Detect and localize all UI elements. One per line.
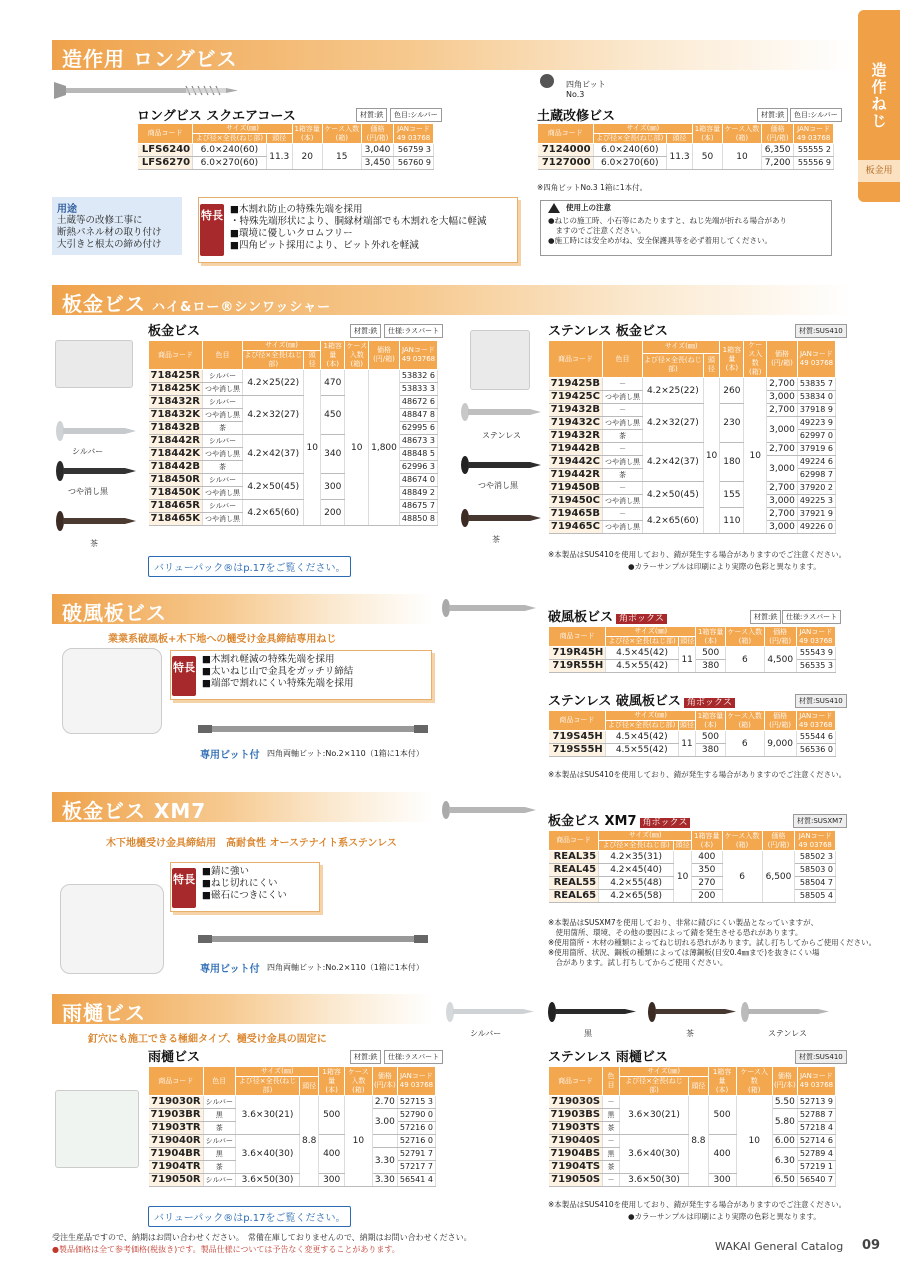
table-row: 718442R シルバー 4.2×42(37) 340 48673 3 xyxy=(149,435,438,448)
caption-brown: 茶 xyxy=(90,539,98,548)
double-bit-image xyxy=(198,722,428,736)
color-badge: 色目:シルバー xyxy=(390,108,442,122)
side-tab-label: 造作ねじ xyxy=(871,61,887,130)
product-title-sus-hafu: ステンレス 破風板ビス 角ボックス xyxy=(548,690,735,709)
product-title-amadoi: 雨樋ビス xyxy=(148,1050,201,1065)
spec-table-sus-amadoi: 商品コード 色目 サイズ(㎜) 1箱容量 (本) ケース入数 (箱) 価格 (円/本) JANコード 49 03768 よび径×全長(ねじ部) 頭径 719030S － 3.6×30(21) 8.8 500 10 5.50 52713 9 71903BS 黒 5.80 52788 7 71903TS 茶 57218 4 719040S － 3.6×40(30) 400 6.00 52714 6 71904BS 黒 6.30 52789 4 71904TS 茶 57219 1 719050S － 3.6×50(30) 300 6.50 56540 7 xyxy=(548,1066,836,1187)
caption-brown: 茶 xyxy=(686,1029,694,1038)
th-jan: JANコード 49 03768 xyxy=(394,124,434,144)
spec-table-sus-bankin: 商品コード 色目 サイズ(㎜) 1箱容量 (本) ケース入数 (箱) 価格 (円/箱) JANコード 49 03768 よび径×全長(ねじ部) 頭径 719425B － 4.2×25(22) 10 260 10 2,700 53835 7 719425C つや消し黒 3,000 53834 0 719432B － 4.2×32(27) 230 2,700 37918 9 719432C つや消し黒 3,000 49223 9 719432R 茶 62997 0 719442B － 4.2×42(37) 180 2,700 37919 6 719442C つや消し黒 3,000 49224 6 719442R 茶 62998 7 719450B － 4.2×50(45) 155 2,700 37920 2 719450C つや消し黒 3,000 49225 3 719465B － 4.2×65(60) 110 2,700 37921 9 719465C つや消し黒 3,000 49226 0 xyxy=(548,340,836,534)
bit-note: ※四角ビットNo.3 1箱に1本付。 xyxy=(537,183,648,192)
footer-line-2: ●製品価格は全て参考価格(税抜き)です。製品仕様については予告なく変更することがあります。 xyxy=(52,1245,400,1254)
section-header-bankin xyxy=(52,285,852,315)
th-case: ケース入数 (箱) xyxy=(322,124,361,144)
table-row: 719442B － 4.2×42(37) 180 2,700 37919 6 xyxy=(549,443,836,456)
table-row: 71904TS 茶 57219 1 xyxy=(549,1161,836,1174)
feature-tag: 特長 xyxy=(172,656,196,696)
box-tag: 角ボックス xyxy=(684,698,735,708)
table-row: 71903BR 黒 3.00 52790 0 xyxy=(149,1109,436,1122)
th-qty: 1箱容量 (本) xyxy=(292,124,322,144)
table-row: 718442B 茶 62996 3 xyxy=(149,461,438,474)
section-title: 板金ビス xyxy=(62,292,146,316)
caption-silver: シルバー xyxy=(470,1029,502,1038)
table-row: 71903BS 黒 5.80 52788 7 xyxy=(549,1109,836,1122)
screw-colors-image xyxy=(440,998,840,1026)
section-title: 雨樋ビス xyxy=(62,1001,146,1025)
table-row: 7127000 6.0×270(60) 7,200 55556 9 xyxy=(538,157,834,170)
table-row: 718425R シルバー 4.2×25(22) 10 470 10 1,800 53832 6 xyxy=(149,370,438,383)
caption-stainless: ステンレス xyxy=(768,1029,807,1038)
color-badge: 色目:シルバー xyxy=(790,108,842,122)
spec-table-sus-hafu: 商品コード サイズ(㎜) 1箱容量 (本) ケース入数 (箱) 価格 (円/箱) JANコード 49 03768 よび径×全長(ねじ部) 頭径 719S45H 4.5×45(42) 11 500 6 9,000 55544 6 719S55H 4.5×55(42) 380 56536 0 xyxy=(548,710,836,757)
table-row: 71904BR 黒 3.30 52791 7 xyxy=(149,1148,436,1161)
warning-icon xyxy=(548,203,560,213)
product-title-bankin: 板金ビス xyxy=(148,324,201,339)
section-title: 破風板ビス xyxy=(62,601,167,625)
caption-brown: 茶 xyxy=(492,535,500,544)
table-row: REAL65 4.2×65(58) 200 58505 4 xyxy=(549,890,836,903)
table-row: 719442C つや消し黒 3,000 49224 6 xyxy=(549,456,836,469)
table-row: 719030R シルバー 3.6×30(21) 8.8 500 10 2.70 52715 3 xyxy=(149,1096,436,1109)
bit-note: 四角両軸ビット:No.2×110（1箱に1本付） xyxy=(267,749,424,758)
table-row: 718465K つや消し黒 48850 8 xyxy=(149,513,438,526)
table-row: 718432K つや消し黒 48847 8 xyxy=(149,409,438,422)
section-title: 造作用 ロングビス xyxy=(62,47,238,71)
th-size: サイズ(㎜) xyxy=(193,124,293,134)
table-row: REAL45 4.2×45(40) 350 58503 0 xyxy=(549,864,836,877)
footer-line-1: 受注生産品ですので、納期はお問い合わせください。 常備在庫しておりませんので、納期はお問い合わせください。 xyxy=(52,1233,472,1242)
feature-tag: 特長 xyxy=(172,868,196,908)
value-pack-link[interactable]: バリューパック®はp.17をご覧ください。 xyxy=(148,1206,351,1227)
screw-silver-image xyxy=(48,420,138,442)
table-row: 71903TS 茶 57218 4 xyxy=(549,1122,836,1135)
material-badge: 材質:鉄 xyxy=(757,108,788,122)
section-header-xm7 xyxy=(52,792,432,822)
product-title-sus-bankin: ステンレス 板金ビス xyxy=(548,324,668,339)
table-row: 718465R シルバー 4.2×65(60) 200 48675 7 xyxy=(149,500,438,513)
product-box-image xyxy=(55,340,133,388)
table-row: 719R55H 4.5×55(42) 380 56535 3 xyxy=(549,660,836,673)
screw-hafu-image xyxy=(438,598,538,618)
table-row: 719450B － 4.2×50(45) 155 2,700 37920 2 xyxy=(549,482,836,495)
material-badge: 材質:鉄 xyxy=(356,108,387,122)
bit-included-label: 専用ビット付 xyxy=(200,964,260,975)
table-row: 718425K つや消し黒 53833 3 xyxy=(149,383,438,396)
note-sus410: ※本製品はSUS410を使用しており、錆が発生する場合がありますのでご注意ください。 xyxy=(548,770,847,779)
caption-silver: シルバー xyxy=(72,447,104,456)
table-row: 718442K つや消し黒 48848 5 xyxy=(149,448,438,461)
product-title-dozo: 土蔵改修ビス xyxy=(537,109,616,124)
spec-badge: 仕様:ラスパート xyxy=(384,324,443,338)
feature-text: ■錆に強い ■ねじ切れにくい ■磁石につきにくい xyxy=(202,866,287,901)
th-price: 価格 (円/箱) xyxy=(361,124,393,144)
screw-brown-image xyxy=(48,510,138,532)
spec-table-xm7: 商品コード サイズ(㎜) 1箱容量 (本) ケース入数 (箱) 価格 (円/箱) JANコード 49 03768 よび径×全長(ねじ部) 頭径 REAL35 4.2×35(31) 10 400 6 6,500 58502 3 REAL45 4.2×45(40) 350 58503 0 REAL55 4.2×55(48) 270 58504 7 REAL65 4.2×65(58) 200 58505 4 xyxy=(548,830,836,903)
section-subtitle: 業業系破風板+木下地への樋受け金具締結専用ねじ xyxy=(108,634,337,645)
square-bit-icon xyxy=(540,74,554,88)
use-box xyxy=(52,197,182,255)
screw-black-image xyxy=(455,455,545,475)
material-badge: 材質:SUS410 xyxy=(795,324,847,338)
product-title-square: ロングビス スクエアコース xyxy=(137,109,296,124)
feature-text: ■木割れ軽減の特殊先端を採用 ■太いねじ山で金具をガッチリ締結 ■端部で割れにくい特殊先端を採用 xyxy=(202,654,354,689)
note-sus410: ※本製品はSUS410を使用しており、錆が発生する場合がありますのでご注意ください。 xyxy=(548,550,847,559)
product-title-xm7: 板金ビス XM7 角ボックス xyxy=(548,810,690,829)
use-title: 用途 xyxy=(57,204,77,215)
product-title-sus-amadoi: ステンレス 雨樋ビス xyxy=(548,1050,668,1065)
caption-stainless: ステンレス xyxy=(482,431,521,440)
material-badge: 材質:SUSXM7 xyxy=(793,814,847,828)
material-badge: 材質:鉄 xyxy=(750,610,781,624)
table-row: 718450R シルバー 4.2×50(45) 300 48674 0 xyxy=(149,474,438,487)
material-badge: 材質:SUS410 xyxy=(795,1050,847,1064)
table-row: 719S45H 4.5×45(42) 11 500 6 9,000 55544 6 xyxy=(549,731,836,744)
table-row: 719432R 茶 62997 0 xyxy=(549,430,836,443)
section-subtitle: ハイ&ロー®シンワッシャー xyxy=(152,300,332,315)
note-xm7: ※本製品はSUSXM7を使用しており、非常に錆びにくい製品となっていますが、 使用箇所、環境、その他の要因によって錆を発生させる恐れがあります。 ※使用箇所・木材の種類によってねじ切れる恐れがあります。試し打ちしてからご使用ください。 ※使用箇所、状況、鋼板の種類によっては薄鋼板(目安0.4㎜まで)を抜きにくい場 合があります。試し打ちしてからご使用ください。 xyxy=(548,918,877,967)
long-screw-image xyxy=(52,78,532,102)
product-title-hafu: 破風板ビス 角ボックス xyxy=(548,606,667,625)
table-row: 719465B － 4.2×65(60) 110 2,700 37921 9 xyxy=(549,508,836,521)
th-code: 商品コード xyxy=(138,124,193,144)
bit-note: 四角両軸ビット:No.2×110（1箱に1本付） xyxy=(267,963,424,972)
table-row: 719425C つや消し黒 3,000 53834 0 xyxy=(549,391,836,404)
spec-table-hafu: 商品コード サイズ(㎜) 1箱容量 (本) ケース入数 (箱) 価格 (円/箱) JANコード 49 03768 よび径×全長(ねじ部) 頭径 719R45H 4.5×45(42) 11 500 6 4,500 55543 9 719R55H 4.5×55(42) 380 56535 3 xyxy=(548,626,836,673)
feature-tag: 特長 xyxy=(200,204,224,256)
caution-title: 使用上の注意 xyxy=(566,203,611,212)
table-row: 71904BS 黒 6.30 52789 4 xyxy=(549,1148,836,1161)
bit-included-label: 専用ビット付 xyxy=(200,750,260,761)
table-row: 719450C つや消し黒 3,000 49225 3 xyxy=(549,495,836,508)
table-row: REAL35 4.2×35(31) 10 400 6 6,500 58502 3 xyxy=(549,851,836,864)
use-text: 土蔵等の改修工事に 断熱パネル材の取り付け 大引きと根太の締め付け xyxy=(57,215,162,250)
table-row: 719442R 茶 62998 7 xyxy=(549,469,836,482)
table-row: 719R45H 4.5×45(42) 11 500 6 4,500 55543 9 xyxy=(549,647,836,660)
section-header-longbis xyxy=(52,40,852,70)
table-row: 719432B － 4.2×32(27) 230 2,700 37918 9 xyxy=(549,404,836,417)
table-row: 719050R シルバー 3.6×50(30) 300 3.30 56541 4 xyxy=(149,1174,436,1187)
table-row: 718432B 茶 62995 6 xyxy=(149,422,438,435)
box-tag: 角ボックス xyxy=(616,614,667,624)
feature-text: ■木割れ防止の特殊先端を採用 ・特殊先端形状により、胴縁材端部でも木割れを大幅に軽減 ■環境に優しいクロムフリー ■四角ピット採用により、ビット外れを軽減 xyxy=(230,204,487,251)
table-row: 719040S － 3.6×40(30) 400 6.00 52714 6 xyxy=(549,1135,836,1148)
value-pack-link[interactable]: バリューパック®はp.17をご覧ください。 xyxy=(148,556,351,577)
material-badge: 材質:鉄 xyxy=(350,1050,381,1064)
table-row: 718450K つや消し黒 48849 2 xyxy=(149,487,438,500)
product-box-image xyxy=(470,330,530,390)
table-row: 719S55H 4.5×55(42) 380 56536 0 xyxy=(549,744,836,757)
caption-matte-black: つや消し黒 xyxy=(478,481,518,490)
catalog-name: WAKAI General Catalog xyxy=(715,1240,844,1253)
section-header-hafu xyxy=(52,594,432,624)
table-row: REAL55 4.2×55(48) 270 58504 7 xyxy=(549,877,836,890)
note-color: ●カラーサンプルは印刷により実際の色彩と異なります。 xyxy=(628,562,821,571)
table-row: 7124000 6.0×240(60) 11.3 50 10 6,350 55555 2 xyxy=(538,144,834,157)
spec-badge: 仕様:ラスパート xyxy=(384,1050,443,1064)
table-row: 719432C つや消し黒 3,000 49223 9 xyxy=(549,417,836,430)
caption-matte-black: つや消し黒 xyxy=(68,487,108,496)
bit-label: 四角ビット No.3 xyxy=(566,80,606,99)
table-row: 719465C つや消し黒 3,000 49226 0 xyxy=(549,521,836,534)
th-size-sub: よび径×全長(ねじ部) xyxy=(193,134,267,144)
screw-brown-image xyxy=(455,508,545,528)
product-bucket-image xyxy=(60,884,164,974)
table-row: 719050S － 3.6×50(30) 300 6.50 56540 7 xyxy=(549,1174,836,1187)
table-row: 719425B － 4.2×25(22) 10 260 10 2,700 53835 7 xyxy=(549,378,836,391)
table-row: LFS6270 6.0×270(60) 3,450 56760 9 xyxy=(138,157,434,170)
note-sus410: ※本製品はSUS410を使用しており、錆が発生する場合がありますのでご注意ください。 xyxy=(548,1200,847,1209)
spec-badge: 仕様:ラスパート xyxy=(782,610,841,624)
material-badge: 材質:SUS410 xyxy=(795,694,847,708)
section-title: 板金ビス XM7 xyxy=(62,799,207,823)
table-row: 719040R シルバー 3.6×40(30) 400 52716 0 xyxy=(149,1135,436,1148)
screw-black-image xyxy=(48,460,138,482)
side-tab-sub[interactable]: 板金用 xyxy=(858,160,900,182)
caption-black: 黒 xyxy=(584,1029,592,1038)
table-row: 719030S － 3.6×30(21) 8.8 500 10 5.50 52713 9 xyxy=(549,1096,836,1109)
page-number: 09 xyxy=(862,1238,881,1253)
spec-table-amadoi: 商品コード 色目 サイズ(㎜) 1箱容量 (本) ケース入数 (箱) 価格 (円/本) JANコード 49 03768 よび径×全長(ねじ部) 頭径 719030R シルバー 3.6×30(21) 8.8 500 10 2.70 52715 3 71903BR 黒 3.00 52790 0 71903TR 茶 57216 0 719040R シルバー 3.6×40(30) 400 52716 0 71904BR 黒 3.30 52791 7 71904TR 茶 57217 7 719050R シルバー 3.6×50(30) 300 3.30 56541 4 xyxy=(148,1066,436,1187)
box-tag: 角ボックス xyxy=(640,818,691,828)
material-badge: 材質:鉄 xyxy=(350,324,381,338)
product-box-image xyxy=(55,1090,139,1168)
table-row: 718432R シルバー 4.2×32(27) 450 48672 6 xyxy=(149,396,438,409)
section-subtitle: 釘穴にも施工できる極細タイプ、樋受け金具の固定に xyxy=(88,1034,327,1045)
th-head: 頭径 xyxy=(266,134,292,144)
screw-xm7-image xyxy=(438,800,538,820)
double-bit-image xyxy=(198,932,428,946)
section-subtitle: 木下地樋受け金具締結用 高耐食性 オーステナイト系ステンレス xyxy=(106,838,397,849)
spec-table-bankin: 商品コード 色目 サイズ(㎜) 1箱容量 (本) ケース入数 (箱) 価格 (円/箱) JANコード 49 03768 よび径×全長(ねじ部) 頭径 718425R シルバー 4.2×25(22) 10 470 10 1,800 53832 6 718425K つや消し黒 53833 3 718432R シルバー 4.2×32(27) 450 48672 6 718432K つや消し黒 48847 8 718432B 茶 62995 6 718442R シルバー 4.2×42(37) 340 48673 3 718442K つや消し黒 48848 5 718442B 茶 62996 3 718450R シルバー 4.2×50(45) 300 48674 0 718450K つや消し黒 48849 2 718465R シルバー 4.2×65(60) 200 48675 7 718465K つや消し黒 48850 8 xyxy=(148,340,438,526)
spec-table-dozo: 商品コード サイズ(㎜) 1箱容量 (本) ケース入数 (箱) 価格 (円/箱) JANコード 49 03768 よび径×全長(ねじ部) 頭径 7124000 6.0×240(60) 11.3 50 10 6,350 55555 2 7127000 6.0×270(60) 7,200 55556 9 xyxy=(537,123,834,170)
note-color: ●カラーサンプルは印刷により実際の色彩と異なります。 xyxy=(628,1212,821,1221)
screw-stainless-image xyxy=(455,402,545,422)
product-bucket-image xyxy=(62,648,162,734)
table-row: LFS6240 6.0×240(60) 11.3 20 15 3,040 56759 3 xyxy=(138,144,434,157)
caution-text: ●ねじの施工時、小石等にあたりますと、ねじ先端が折れる場合があり ますのでご注意ください。 ●施工時には安全めがね、安全保護具等を必ず着用してください。 xyxy=(548,216,788,245)
table-row: 71903TR 茶 57216 0 xyxy=(149,1122,436,1135)
table-row: 71904TR 茶 57217 7 xyxy=(149,1161,436,1174)
section-header-amadoi xyxy=(52,994,432,1024)
spec-table-square xyxy=(137,123,434,170)
